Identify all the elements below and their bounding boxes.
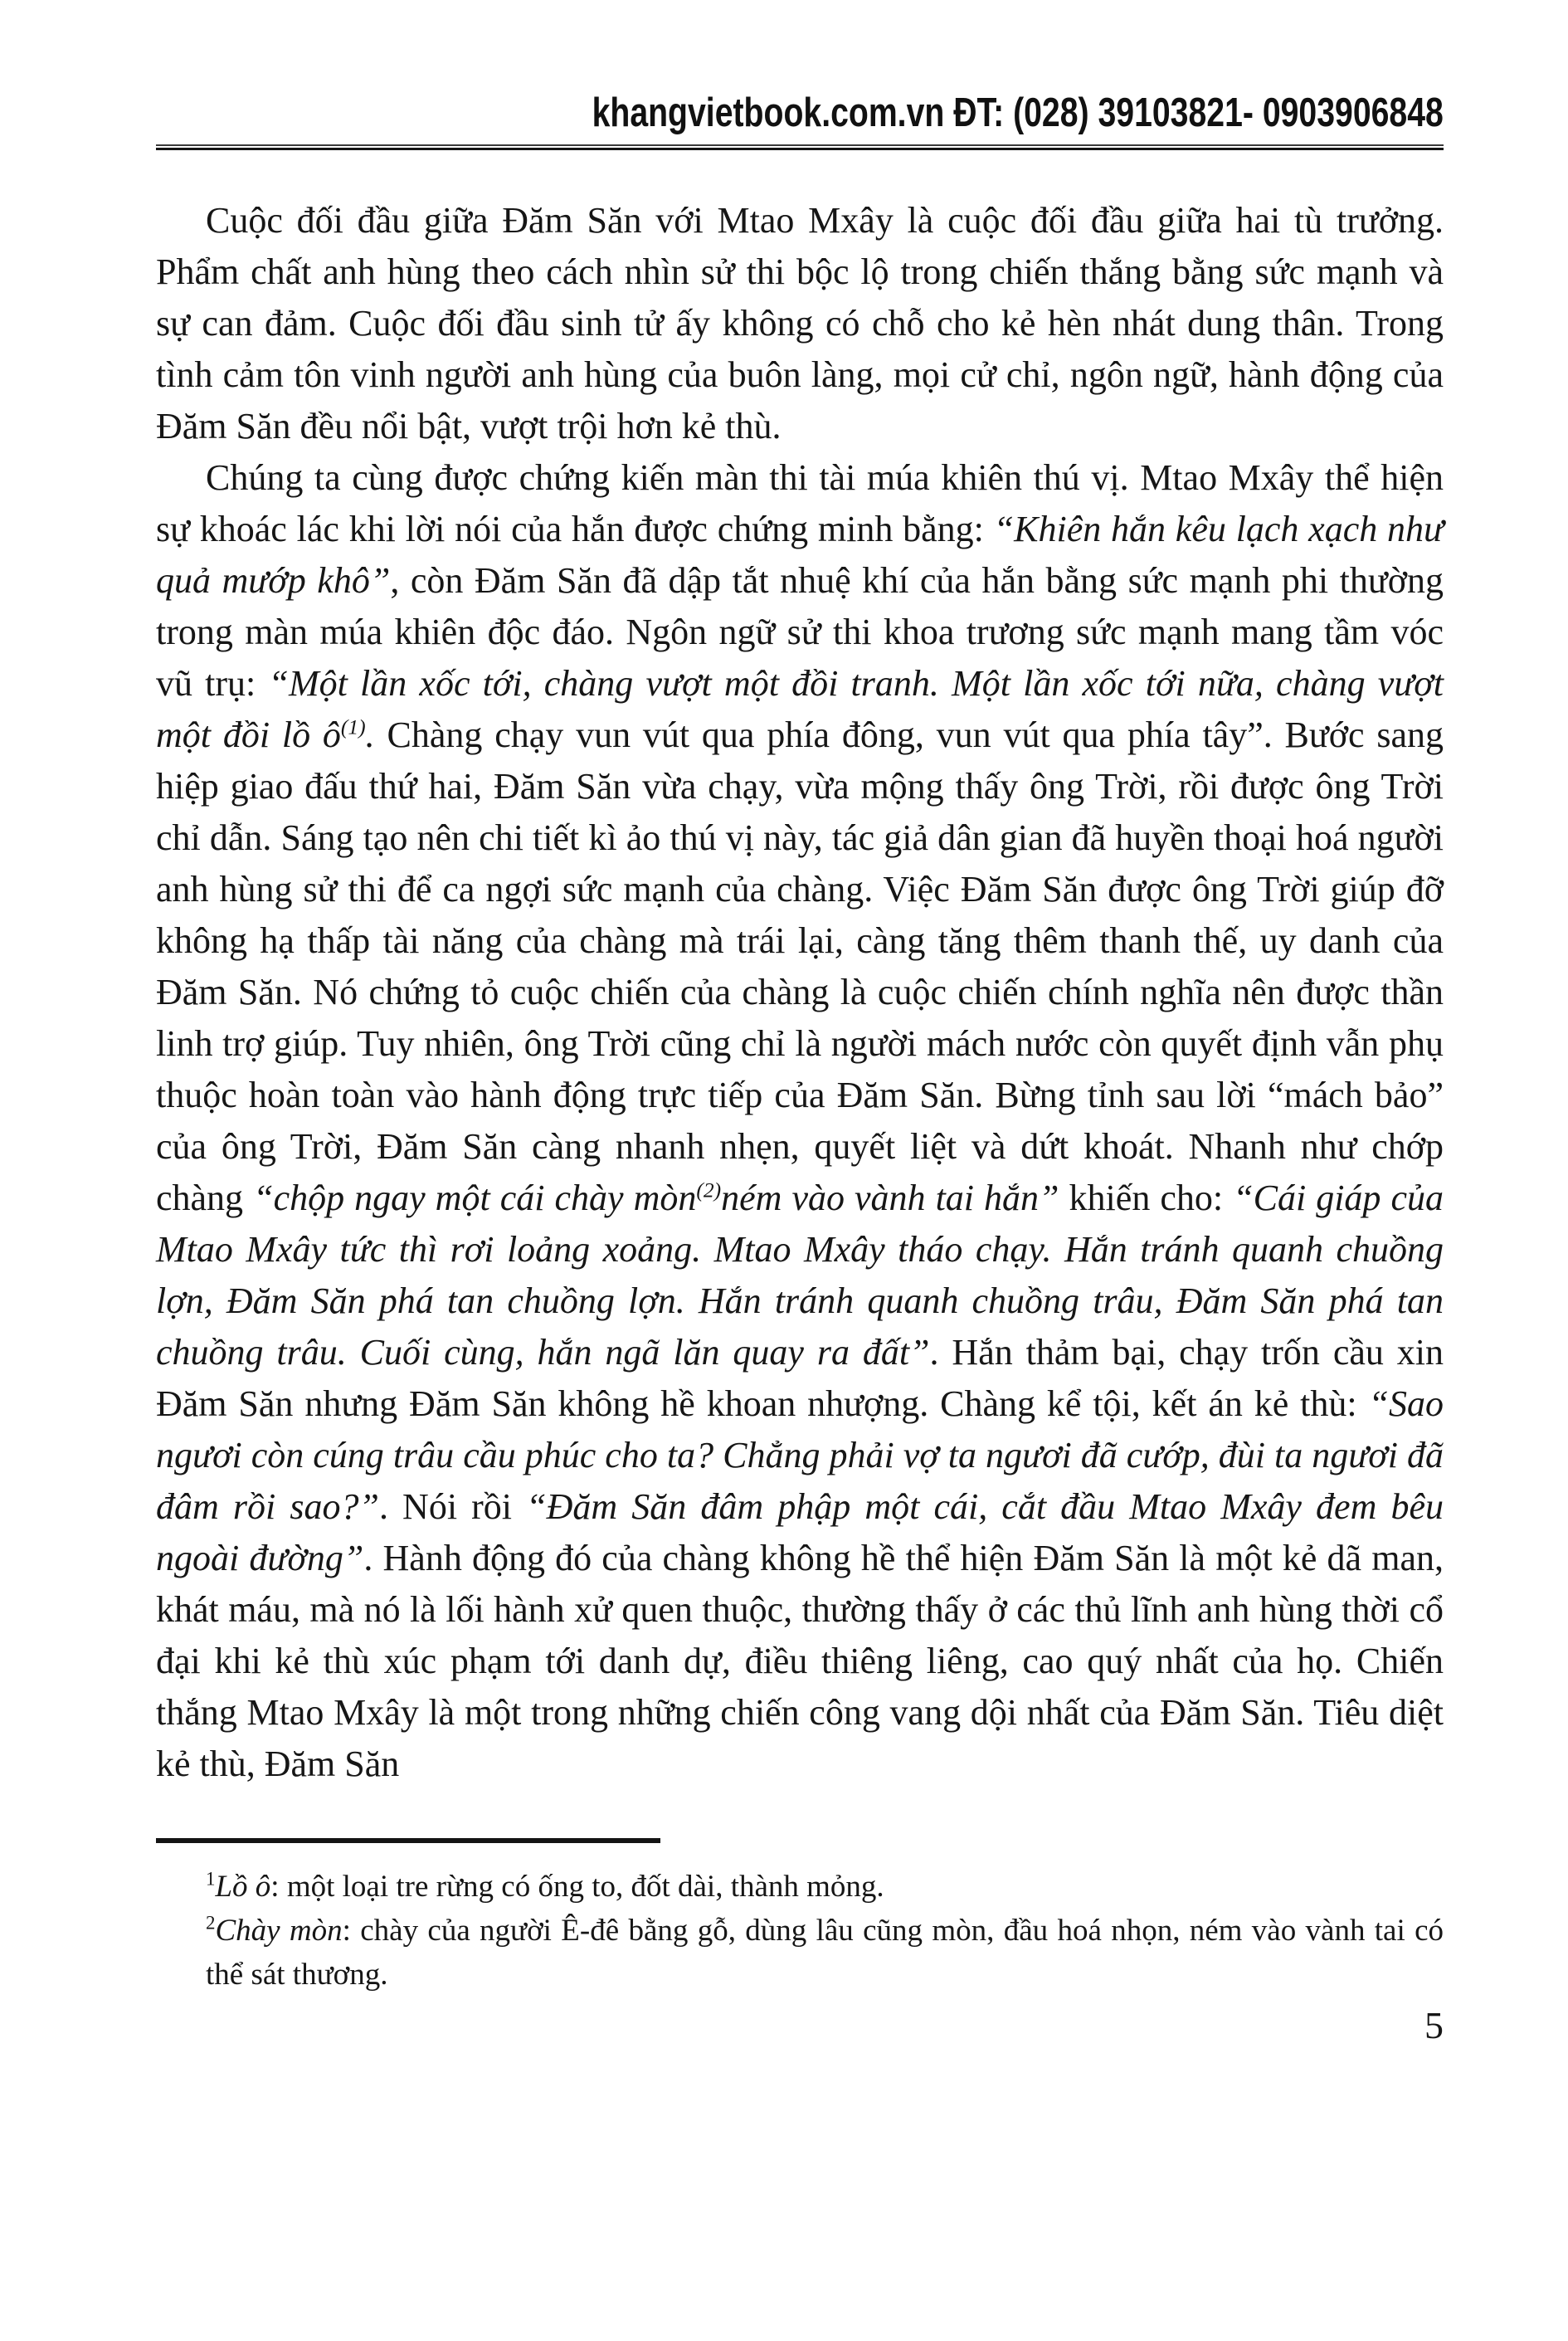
footnote-separator (156, 1838, 660, 1843)
footnotes (206, 1865, 1444, 1997)
body-text (156, 195, 1444, 1790)
body-paragraph: Cuộc đối đầu giữa Đăm Săn với Mtao Mxây là cuộc đối đầu giữa hai tù trưởng. Phẩm chất anh hùng theo cách nhìn sử thi bộc lộ trong chiến thắng bằng sức mạnh và sự can đảm. Cuộc đối đầu sinh tử ấy không có chỗ cho kẻ hèn nhát dung thân. Trong tình cảm tôn vinh người anh hùng của buôn làng, mọi cử chỉ, ngôn ngữ, hành động của Đăm Săn đều nổi bật, vượt trội hơn kẻ thù. (156, 200, 1444, 446)
page-header (156, 90, 1444, 136)
header-contact-info: khangvietbook.com.vn ĐT: (028) 39103821- 0903906848 (592, 90, 1444, 135)
page-number: 5 (1424, 2004, 1444, 2046)
header-divider-rule (156, 144, 1444, 150)
body-paragraph: Chúng ta cùng được chứng kiến màn thi tài múa khiên thú vị. Mtao Mxây thể hiện sự khoác lác khi lời nói của hắn được chứng minh bằng: “Khiên hắn kêu lạch xạch như quả mướp khô”, còn Đăm Săn đã dập tắt nhuệ khí của hắn bằng sức mạnh phi thường trong màn múa khiên độc đáo. Ngôn ngữ sử thi khoa trương sức mạnh mang tầm vóc vũ trụ: “Một lần xốc tới, chàng vượt một đồi tranh. Một lần xốc tới nữa, chàng vượt một đồi lồ ô$^{(1)}$. Chàng chạy vun vút qua phía đông, vun vút qua phía tây”. Bước sang hiệp giao đấu thứ hai, Đăm Săn vừa chạy, vừa mộng thấy ông Trời, rồi được ông Trời chỉ dẫn. Sáng tạo nên chi tiết kì ảo thú vị này, tác giả dân gian đã huyền thoại hoá người anh hùng sử thi để ca ngợi sức mạnh của chàng. Việc Đăm Săn được ông Trời giúp đỡ không hạ thấp tài năng của chàng mà trái lại, càng tăng thêm thanh thế, uy danh của Đăm Săn. Nó chứng tỏ cuộc chiến của chàng là cuộc chiến chính nghĩa nên được thần linh trợ giúp. Tuy nhiên, ông Trời cũng chỉ là người mách nước còn quyết định vẫn phụ thuộc hoàn toàn vào hành động trực tiếp của Đăm Săn. Bừng tỉnh sau lời “mách bảo” của ông Trời, Đăm Săn càng nhanh nhẹn, quyết liệt và dứt khoát. Nhanh như chớp chàng “chộp ngay một cái chày mòn$^{(2)}$ném vào vành tai hắn” khiến cho: “Cái giáp của Mtao Mxây tức thì rơi loảng xoảng. Mtao Mxây tháo chạy. Hắn tránh quanh chuồng lợn, Đăm Săn phá tan chuồng lợn. Hắn tránh quanh chuồng trâu, Đăm Săn phá tan chuồng trâu. Cuối cùng, hắn ngã lăn quay ra đất”. Hắn thảm bại, chạy trốn cầu xin Đăm Săn nhưng Đăm Săn không hề khoan nhượng. Chàng kể tội, kết án kẻ thù: “Sao ngươi còn cúng trâu cầu phúc cho ta? Chẳng phải vợ ta ngươi đã cướp, đùi ta ngươi đã đâm rồi sao?”. Nói rồi “Đăm Săn đâm phập một cái, cắt đầu Mtao Mxây đem bêu ngoài đường”. Hành động đó của chàng không hề thể hiện Đăm Săn là một kẻ dã man, khát máu, mà nó là lối hành xử quen thuộc, thường thấy ở các thủ lĩnh anh hùng thời cổ đại khi kẻ thù xúc phạm tới danh dự, điều thiêng liêng, cao quý nhất của họ. Chiến thắng Mtao Mxây là một trong những chiến công vang dội nhất của Đăm Săn. Tiêu diệt kẻ thù, Đăm Săn (156, 457, 1444, 1784)
footnote-item: $^1$Lồ ô: một loại tre rừng có ống to, đốt dài, thành mỏng. (206, 1868, 884, 1904)
footnote-item: $^2$Chày mòn: chày của người Ê-đê bằng gỗ, dùng lâu cũng mòn, đầu hoá nhọn, ném vào vành tai có thể sát thương. (206, 1912, 1444, 1992)
